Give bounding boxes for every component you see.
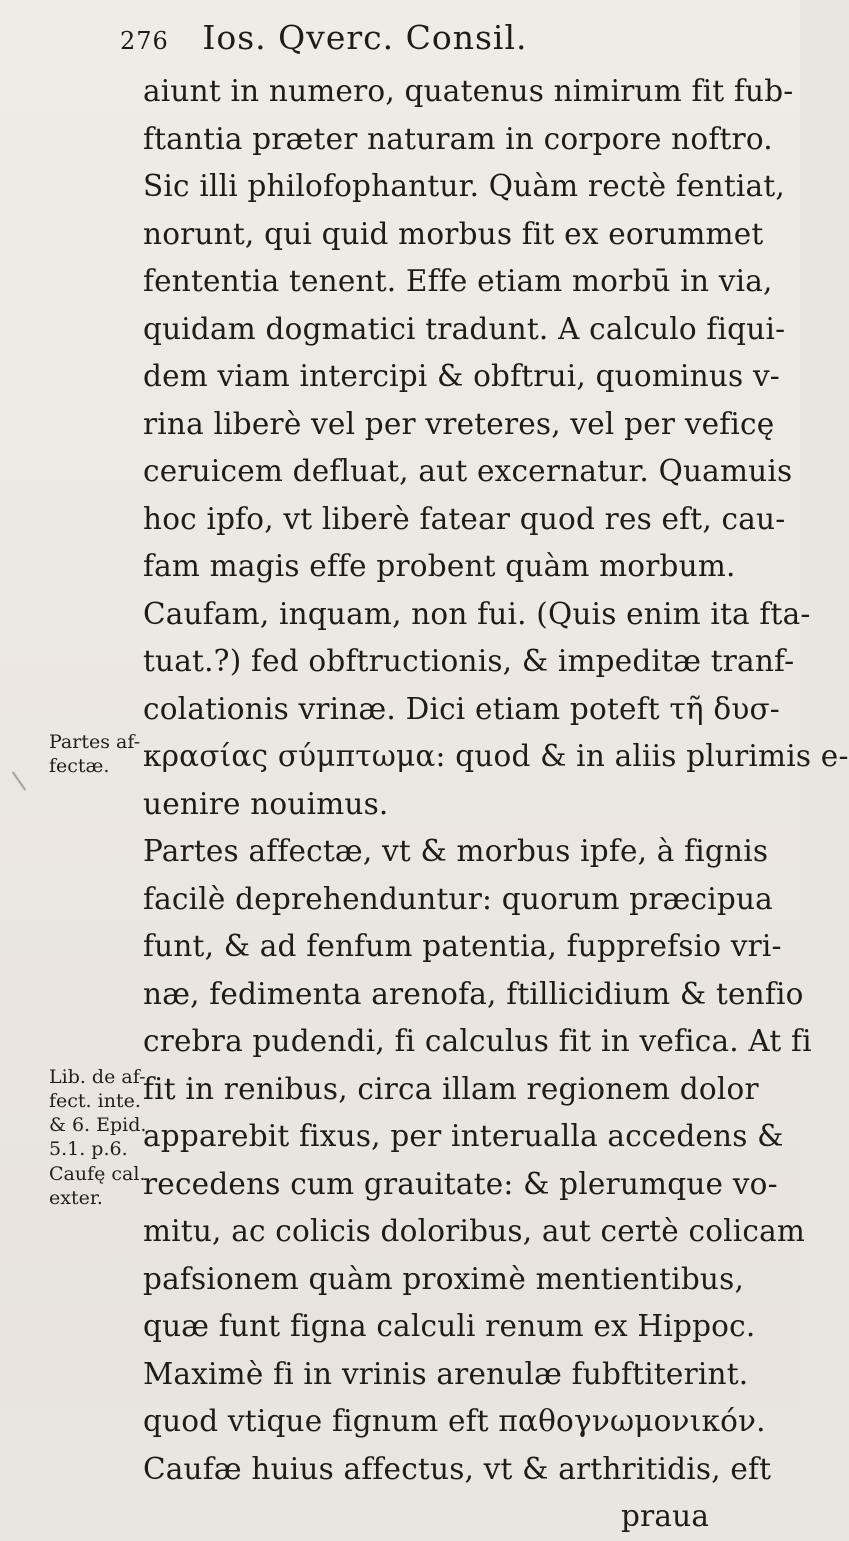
text-line: næ, fedimenta arenofa, ftillicidium & tenfio [143,976,804,1011]
text-line: recedens cum grauitate: & plerumque vo- [143,1166,778,1201]
marginal-note-line: fect. inte. [49,1090,141,1112]
text-line: quidam dogmatici tradunt. A calculo fiqui- [143,311,786,346]
text-line: mitu, ac colicis doloribus, aut certè colicam [143,1214,806,1248]
catchword: praua [621,1499,710,1533]
marginal-note [49,1162,146,1210]
marginal-note-line: Partes af- [49,731,141,753]
text-line: uenire nouimus. [143,786,389,821]
ink-mark [12,771,26,790]
text-line: Caufam, inquam, non fui. (Quis enim ita fta- [143,596,811,631]
page-number: 276 [120,27,169,55]
text-line: Partes affectæ, vt & morbus ipfe, à fignis [143,834,769,868]
text-line: Sic illi philofophantur. Quàm rectè fentiat, [143,169,785,203]
text-line: ceruicem defluat, aut excernatur. Quamuis [143,454,793,488]
text-line: Caufæ huius affectus, vt & arthritidis, eft [143,1451,772,1486]
text-line: ftantia præter naturam in corpore noftro. [143,121,773,156]
text-line: crebra pudendi, fi calculus fit in vefica. At fi [143,1024,812,1058]
text-line: quæ funt figna calculi renum ex Hippoc. [143,1309,756,1343]
text-line: dem viam intercipi & obftrui, quominus v- [143,359,780,393]
text-line: fit in renibus, circa illam regionem dolor [143,1071,759,1106]
main-text-block [143,68,849,1541]
marginal-note [49,730,140,778]
text-line: rina liberè vel per vreteres, vel per veficę [143,406,775,441]
text-line: quod vtique fignum eft παθογνωμονικόν. [143,1404,766,1438]
text-line: Maximè fi in vrinis arenulæ fubftiterint. [143,1356,749,1391]
page-header [120,18,528,57]
marginal-note-line: 5.1. p.6. [49,1138,128,1160]
marginal-note-line: fectæ. [49,755,110,777]
marginal-note-line: & 6. Epid. [49,1114,147,1136]
text-line: facilè deprehenduntur: quorum præcipua [143,881,773,916]
text-line: κρασίας σύμπτωμα: quod & in aliis plurimis e- [143,739,849,773]
text-line: funt, & ad fenfum patentia, fupprefsio vri- [143,929,782,963]
text-line: colationis vrinæ. Dici etiam poteft τῆ δυσ- [143,691,780,726]
marginal-note-line: Lib. de af- [49,1066,146,1088]
text-line: fententia tenent. Effe etiam morbū in via, [143,264,773,298]
marginal-note-line: Caufę cal. [49,1163,146,1185]
text-line: fam magis effe probent quàm morbum. [143,549,736,583]
text-line: aiunt in numero, quatenus nimirum fit fub- [143,74,794,108]
marginal-note-line: exter. [49,1187,103,1209]
text-line: hoc ipfo, vt liberè fatear quod res eft, cau- [143,501,786,536]
running-title: Ios. Qverc. Consil. [202,18,528,57]
text-line: tuat.?) fed obftructionis, & impeditæ tranf- [143,644,795,678]
text-line: norunt, qui quid morbus fit ex eorummet [143,216,764,251]
text-line: apparebit fixus, per interualla accedens & [143,1119,784,1153]
marginal-note [49,1065,146,1161]
text-line: pafsionem quàm proximè mentientibus, [143,1261,745,1296]
